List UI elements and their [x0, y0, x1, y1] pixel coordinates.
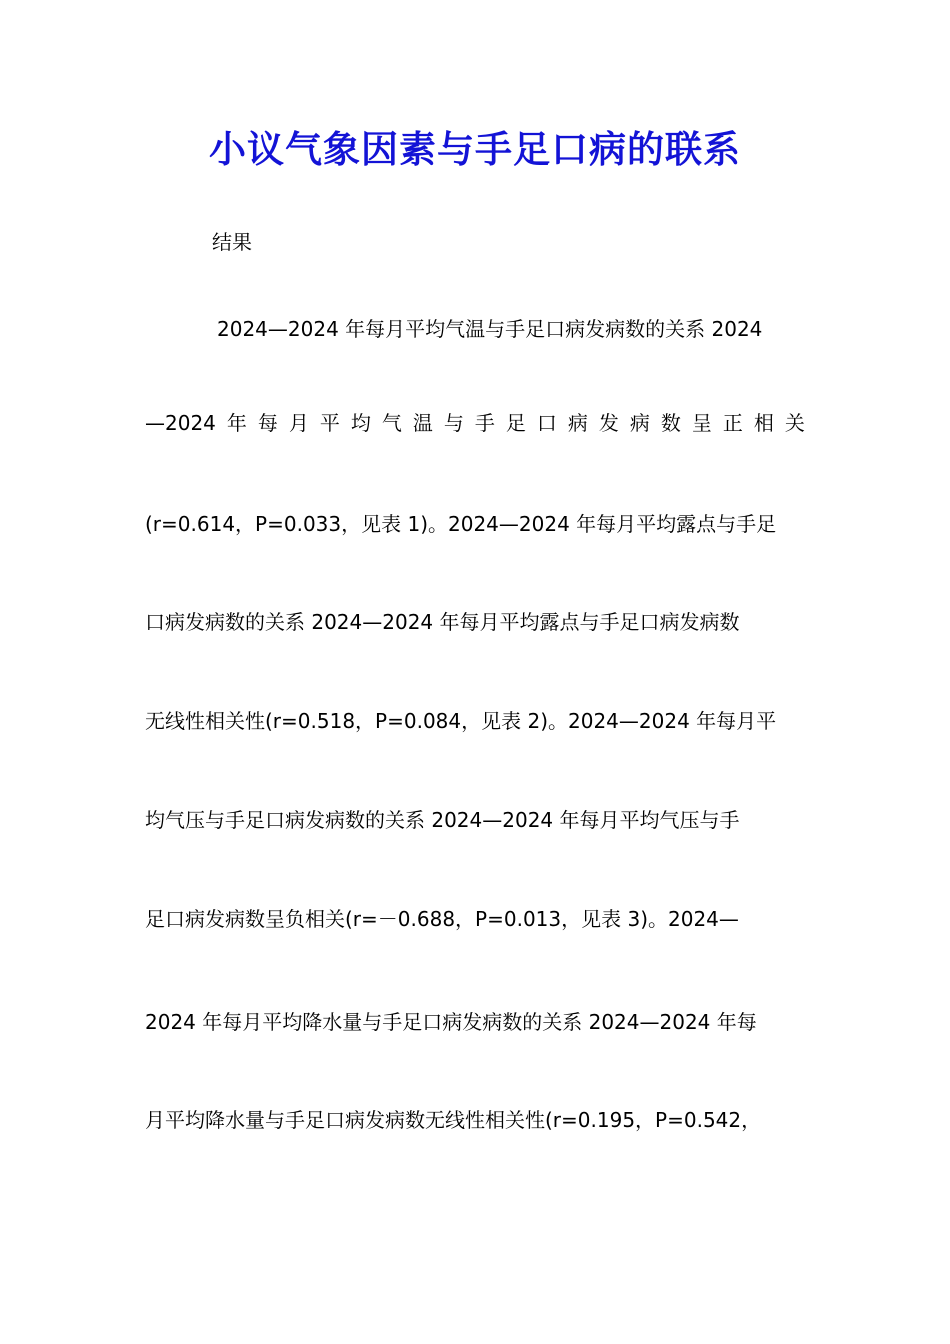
paragraph-line-2-word: 手	[474, 411, 495, 435]
section-heading: 结果	[212, 230, 252, 254]
paragraph-line-9: 月平均降水量与手足口病发病数无线性相关性(r=0.195，P=0.542，	[145, 1108, 762, 1132]
paragraph-line-4: 口病发病数的关系 2024—2024 年每月平均露点与手足口病发病数	[145, 610, 740, 634]
paragraph-line-2-word: 病	[567, 411, 588, 435]
paragraph-line-1: 2024—2024 年每月平均气温与手足口病发病数的关系 2024	[217, 317, 763, 341]
paragraph-line-7: 足口病发病数呈负相关(r=－0.688，P=0.013，见表 3)。2024—	[145, 907, 739, 931]
paragraph-line-2-word: 正	[722, 411, 743, 435]
page-title: 小议气象因素与手足口病的联系	[209, 127, 741, 171]
paragraph-line-2-word: 月	[288, 411, 309, 435]
paragraph-line-2-word: 相	[753, 411, 774, 435]
paragraph-line-2-word: 气	[381, 411, 402, 435]
paragraph-line-2-word: 温	[412, 411, 433, 435]
paragraph-line-2-word: 年	[226, 411, 247, 435]
paragraph-line-2-word: 口	[536, 411, 557, 435]
paragraph-line-2-word: 平	[319, 411, 340, 435]
paragraph-line-5: 无线性相关性(r=0.518，P=0.084，见表 2)。2024—2024 年每月平	[145, 709, 777, 733]
paragraph-line-2-word: 与	[443, 411, 464, 435]
paragraph-line-2-word: 足	[505, 411, 526, 435]
paragraph-line-6: 均气压与手足口病发病数的关系 2024—2024 年每月平均气压与手	[145, 808, 740, 832]
paragraph-line-2	[145, 407, 805, 439]
paragraph-line-2-word: 均	[350, 411, 371, 435]
paragraph-line-2-word: 关	[784, 411, 805, 435]
paragraph-line-2-word: —2024	[145, 411, 216, 435]
paragraph-line-2-word: 呈	[691, 411, 712, 435]
paragraph-line-2-word: 每	[257, 411, 278, 435]
paragraph-line-8: 2024 年每月平均降水量与手足口病发病数的关系 2024—2024 年每	[145, 1010, 757, 1034]
paragraph-line-2-word: 数	[660, 411, 681, 435]
paragraph-line-2-word: 病	[629, 411, 650, 435]
paragraph-line-3: (r=0.614，P=0.033，见表 1)。2024—2024 年每月平均露点与手足	[145, 512, 777, 536]
paragraph-line-2-word: 发	[598, 411, 619, 435]
paragraph-line-2-text	[145, 407, 805, 439]
